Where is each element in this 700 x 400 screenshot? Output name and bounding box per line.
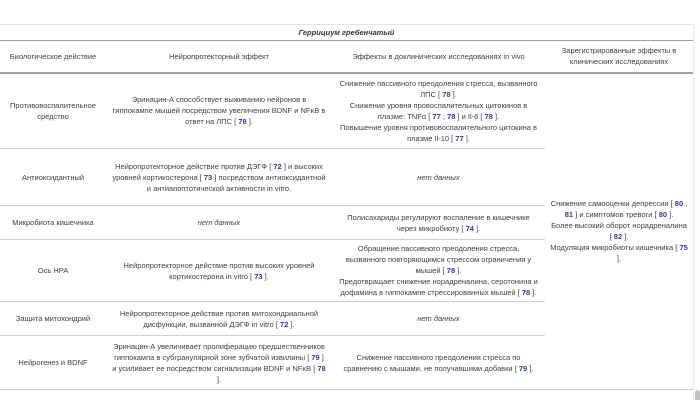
cell-paragraph: Нейропротекторное действие против высоких уровней кортикостерона in vitro [ 73 ].	[123, 260, 315, 281]
action-cell: Защита митохондрий	[0, 302, 106, 336]
citation-link[interactable]: 74	[465, 223, 474, 233]
no-data-label: нет данных	[197, 218, 241, 227]
cell-paragraph: Эринацин-А увеличивает пролиферацию предшественников гиппокампа в субгранулярной зоне зубчатой извилины [ 79 ] и усиливает ее посредством сигнализации BDNF и NFκB [ 78 ].	[112, 341, 326, 384]
citation-link[interactable]: 73	[254, 271, 263, 281]
citation-link[interactable]: 73	[203, 172, 213, 182]
cell-paragraph: Более высокий оборот норадреналина [ 82 ].	[551, 221, 687, 242]
column-header-clinical-effects: Зарегистрированные эффекты в клинических исследованиях	[545, 41, 693, 73]
vertical-scrollbar[interactable]	[693, 24, 700, 400]
action-cell: Противовоспалительное средство	[0, 73, 106, 149]
cell-paragraph: Снижение пассивного преодоления стресса, вызванного ЛПС [ 78 ].	[339, 78, 538, 99]
neuro-effect-cell	[106, 206, 332, 240]
citation-link[interactable]: 75	[679, 243, 688, 253]
cell-paragraph: Повышение уровня противовоспалительного цитокина в плазме Il-10 [ 77 ].	[339, 122, 538, 143]
cell-paragraph: Снижение самооценки депрессии [ 80 , 81 ] и симптомов тревоги [ 80 ].	[550, 199, 688, 220]
invivo-cell	[332, 336, 545, 390]
no-data-label: нет данных	[417, 172, 460, 182]
invivo-cell	[332, 73, 545, 149]
page	[0, 24, 700, 400]
action-cell: Антиоксидантный	[0, 149, 106, 206]
citation-link[interactable]: 79	[311, 352, 320, 362]
citation-link[interactable]: 72	[273, 161, 282, 171]
neuro-effect-cell	[106, 302, 332, 336]
neuro-effect-cell	[106, 149, 332, 206]
cell-paragraph: Снижение уровня провоспалительных цитокинов в плазме: TNFα [ 77 , 78 ] и Il-6 [ 78 ].	[349, 100, 528, 121]
invivo-cell	[332, 302, 545, 336]
cell-paragraph: Снижение пассивного преодоления стресса по сравнению с мышами, не получавшими добавки [ 79 ].	[343, 352, 534, 373]
invivo-cell	[332, 240, 545, 302]
citation-link[interactable]: 77	[455, 133, 464, 143]
citation-link[interactable]: 78	[442, 89, 451, 99]
citation-link[interactable]: 81	[564, 210, 574, 220]
citation-link[interactable]: 78	[484, 111, 493, 121]
table-caption: Геррициум гребенчатый	[0, 25, 693, 41]
citation-link[interactable]: 79	[518, 363, 528, 373]
invivo-cell	[332, 149, 545, 206]
column-header-preclinical-in-vivo: Эффекты в доклинических исследованиях in vivo	[332, 41, 545, 73]
invivo-cell	[332, 206, 545, 240]
cell-paragraph: Обращение пассивного преодоления стресса, вызванного повторяющимся стрессом ограничения у мышей [ 78 ].	[345, 244, 532, 275]
table-row-anti-inflammatory	[0, 73, 693, 149]
hericium-table	[0, 24, 693, 390]
citation-link[interactable]: 77	[432, 111, 441, 121]
table-caption-row	[0, 25, 693, 41]
citation-link[interactable]: 80	[658, 210, 668, 220]
neuro-effect-cell	[106, 336, 332, 390]
action-cell: Микробиота кишечника	[0, 206, 106, 240]
citation-link[interactable]: 78	[447, 111, 456, 121]
action-cell: Ось HPA	[0, 240, 106, 302]
action-cell: Нейрогенез и BDNF	[0, 336, 106, 390]
scrollbar-thumb[interactable]	[695, 390, 700, 400]
clinical-effects-merged-cell	[545, 73, 693, 390]
citation-link[interactable]: 78	[317, 363, 326, 373]
cell-paragraph: Нейропротекторное действие против митохондриальной дисфункции, вызванной ДЭГФ in vitro [ 72 ].	[119, 308, 319, 329]
citation-link[interactable]: 72	[280, 319, 289, 329]
table-header-row	[0, 41, 693, 73]
cell-paragraph: Эринацин-А способствует выживанию нейронов в гиппокампе мышей посредством увеличения BDNF и NFκB в ответ на ЛПС [ 78 ].	[112, 95, 326, 127]
cell-paragraph: Нейропротекторное действие против ДЭГФ [ 72 ] и высоких уровней кортикостерона [ 73 ] посредством антиоксидантной и антиапоптотической активности in vitro.	[112, 161, 326, 193]
no-data-label: нет данных	[417, 314, 460, 323]
citation-link[interactable]: 80	[674, 199, 684, 209]
citation-link[interactable]: 82	[613, 232, 623, 242]
column-header-biological-action: Биологическое действие	[0, 41, 106, 73]
citation-link[interactable]: 78	[238, 117, 247, 127]
citation-link[interactable]: 78	[446, 266, 456, 275]
neuro-effect-cell	[106, 240, 332, 302]
cell-paragraph: Модуляция микробиоты кишечника [ 75 ].	[550, 243, 688, 264]
cell-paragraph: Предотвращает снижение норадреналина, серотонина и дофамина в гиппокампе стрессированных мышей [ 78 ].	[339, 277, 538, 297]
column-header-neuroprotective-effect: Нейропротекторный эффект	[106, 41, 332, 73]
neuro-effect-cell	[106, 73, 332, 149]
cell-paragraph: Полисахариды регулируют воспаление в кишечнике через микробиоту [ 74 ].	[347, 212, 530, 233]
citation-link[interactable]: 78	[521, 288, 531, 297]
